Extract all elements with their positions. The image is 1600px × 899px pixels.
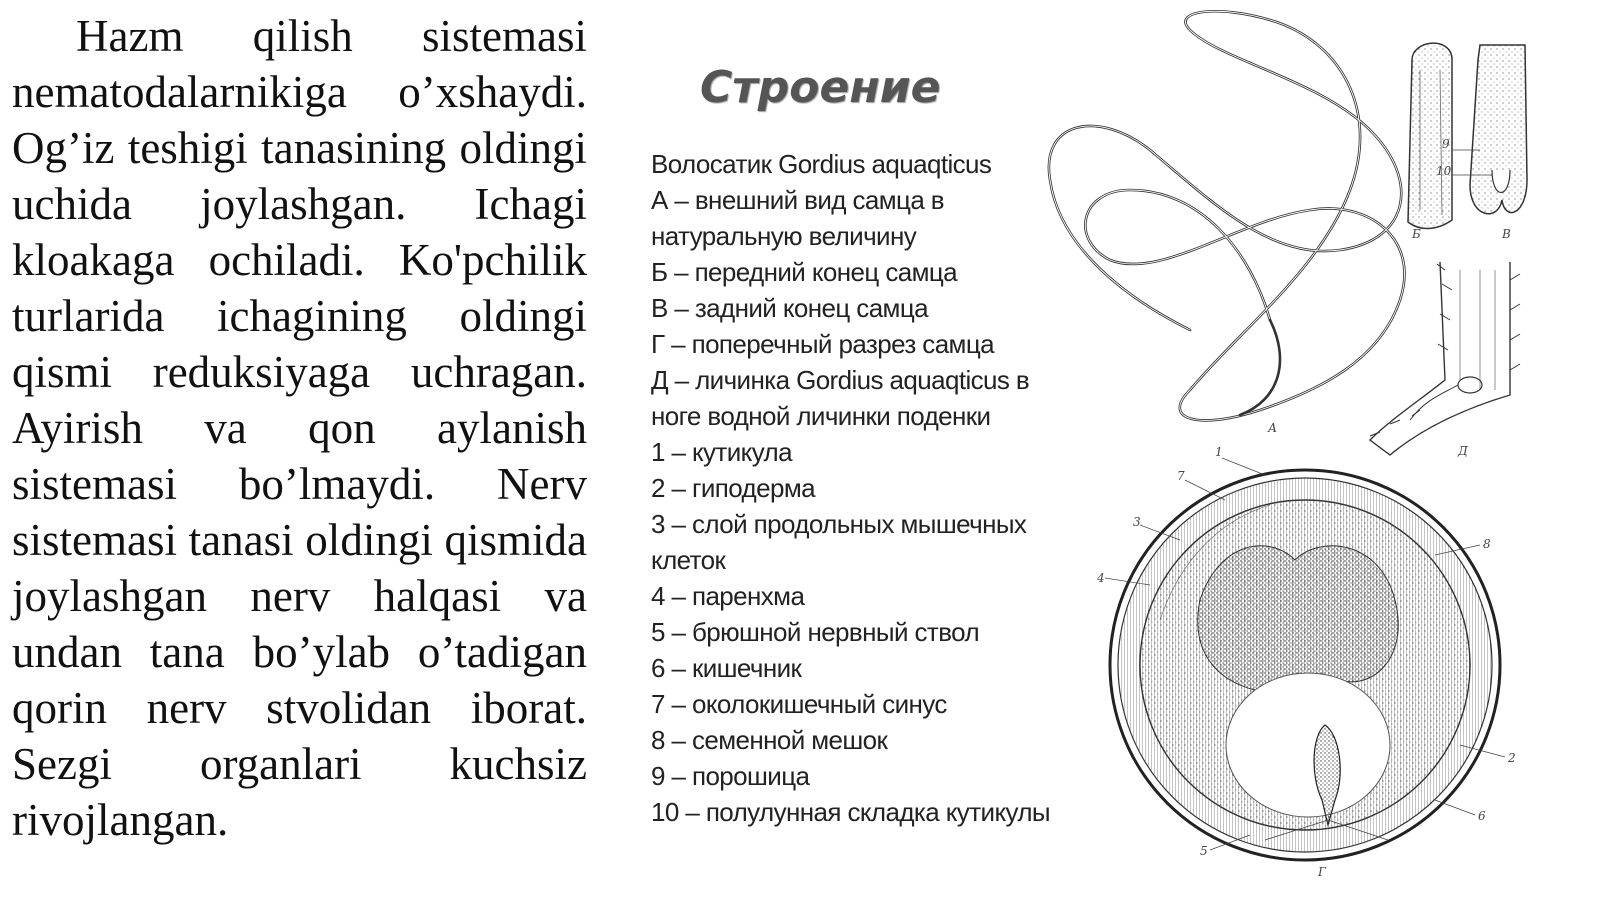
legend-line: 1 – кутикула	[651, 437, 792, 467]
cross-section-drawing	[1110, 470, 1500, 860]
legend-line: 9 – порошица	[651, 761, 810, 791]
label-d: Д	[1458, 444, 1468, 458]
worm-whole-view	[1049, 11, 1405, 420]
posterior-end-drawing	[1452, 45, 1527, 214]
legend-line: 8 – семенной мешок	[651, 725, 888, 755]
legend-line: ноге водной личинки поденки	[651, 401, 991, 431]
label-5: 5	[1200, 844, 1208, 858]
label-2: 2	[1508, 751, 1516, 765]
label-4: 4	[1097, 571, 1105, 585]
legend-line: Д – личинка Gordius aquaqticus в	[651, 365, 1030, 395]
label-a: А	[1268, 421, 1278, 435]
anterior-end-drawing	[1408, 43, 1452, 228]
label-3: 3	[1133, 515, 1141, 529]
legend-line: А – внешний вид самца в	[651, 185, 945, 215]
legend-line: натуральную величину	[651, 221, 917, 251]
label-b: Б	[1412, 227, 1421, 241]
slide-title: Строение	[700, 62, 941, 113]
legend-line: 2 – гиподерма	[651, 473, 815, 503]
label-1: 1	[1215, 445, 1223, 459]
legend-line: клеток	[651, 545, 726, 575]
label-8: 8	[1483, 537, 1491, 551]
label-6: 6	[1478, 809, 1486, 823]
legend-line: 7 – околокишечный синус	[651, 689, 947, 719]
legend-line: В – задний конец самца	[651, 293, 928, 323]
legend-line: 4 – паренхма	[651, 581, 805, 611]
legend-line: 3 – слой продольных мышечных	[651, 509, 1027, 539]
larva-in-leg-drawing	[1370, 262, 1520, 455]
legend-line: Г – поперечный разрез самца	[651, 329, 994, 359]
legend-line: 5 – брюшной нервный ствол	[651, 617, 980, 647]
label-7: 7	[1177, 469, 1185, 483]
label-9: 9	[1442, 137, 1450, 151]
legend-line: Б – передний конец самца	[651, 257, 958, 287]
legend-line: 10 – полулунная складка кутикулы	[651, 797, 1050, 827]
label-v: В	[1502, 227, 1511, 241]
figure-legend	[651, 146, 1071, 830]
legend-line: 6 – кишечник	[651, 653, 802, 683]
body-paragraph: Hazm qilish sistemasi nematodalarnikiga o’xshaydi. Og’iz teshigi tanasining oldingi uchida joylashgan. Ichagi kloakaga ochiladi. Ko'pchilik turlarida ichagining oldingi qismi reduksiyaga uchragan. Ayirish va qon aylanish sistemasi bo’lmaydi. Nerv sistemasi tanasi oldingi qismida joylashgan nerv halqasi va undan tana bo’ylab o’tadigan qorin nerv stvolidan iborat. Sezgi organlari kuchsiz rivojlangan.	[12, 11, 587, 845]
legend-line: Волосатик Gordius aquaqticus	[651, 149, 992, 179]
gordius-illustration	[1040, 0, 1600, 899]
label-10: 10	[1436, 164, 1452, 178]
label-g: Г	[1318, 865, 1326, 879]
